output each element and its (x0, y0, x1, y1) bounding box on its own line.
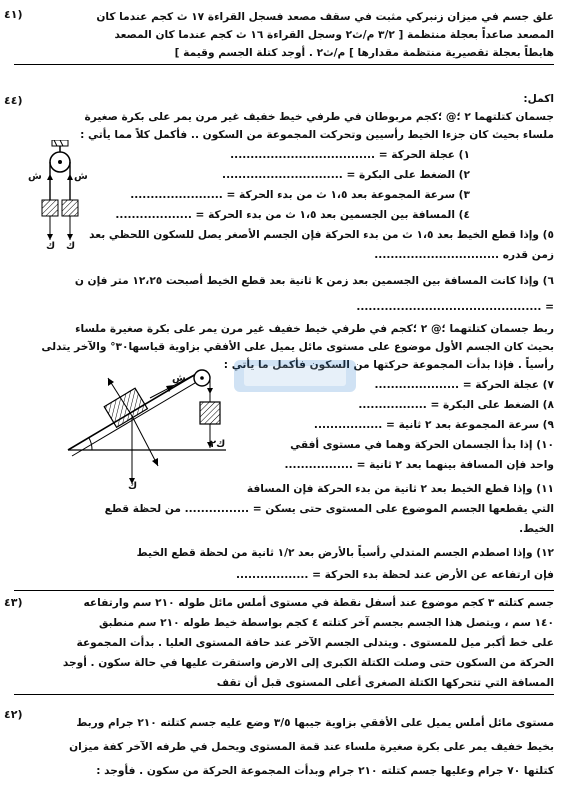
q44-item-10: ١٠) إذا بدأ الجسمان الحركة وهما في مستوى أفقي (290, 439, 554, 451)
q44-heading: اكمل: (523, 93, 554, 105)
weight-label: ك٢ (210, 439, 226, 450)
q44-item-11: ١١) وإذا قطع الخيط بعد ٢ ثانية من بدء الحركة فإن المسافة (246, 483, 554, 495)
tension-label: ش (74, 171, 88, 182)
q41-line-1: علق جسم في ميزان زنبركي مثبت في سقف مصعد فسجل القراءة ١٧ ث كجم عندما كان (96, 11, 554, 23)
q44-item-7: ٧) عجلة الحركة = ..................... (374, 379, 554, 391)
pulley-figure-vertical (14, 140, 104, 256)
q44-part2-line: ربط جسمان كتلتهما ؛@ ٢ ؛كجم في طرفي خيط خفيف غير مرن يمر على بكرة صغيرة ملساء (75, 323, 554, 335)
q44-part2-line: رأسياً . فإذا بدأت المجموعة حركتها من السكون فأكمل ما يأتي : (223, 359, 554, 371)
q44-item-1: ١) عجلة الحركة = .................................... (230, 149, 470, 161)
q44-item-12: ١٢) وإذا اصطدم الجسم المتدلي رأسياً بالأرض بعد ١/٢ ثانية من لحظة قطع الخيط (136, 547, 554, 559)
tension-label: ش (28, 171, 42, 182)
q44-line: جسمان كتلتهما ٢ ؛@ ؛كجم مربوطان في طرفي خيط خفيف غير مرن يمر على بكرة صغيرة (84, 111, 554, 123)
q44-item-8: ٨) الضغط على البكرة = ................. (358, 399, 554, 411)
q42-line-3: كتلتها ٧٠ جرام وعليها جسم كتلته ٢١٠ جرام وبدأت المجموعة الحركة من سكون . فأوجد : (96, 765, 554, 777)
q43-line-1: جسم كتلته ٣ كجم موضوع عند أسفل نقطة في مستوى أملس مائل طوله ٢١٠ سم وارتفاعه (83, 597, 554, 609)
q44-item-10-cont: واحد فإن المسافة بينهما بعد ٢ ثانية = ................. (284, 459, 554, 471)
q44-item-5: ٥) وإذا قطع الخيط بعد ١،٥ ث من بدء الحركة فإن الجسم الأصغر يصل للسكون اللحظي بعد (89, 229, 554, 241)
q41-line-2: المصعد صاعداً بعجلة منتظمة [ ٣/٢ م/ث٢ وسجل القراءة ١٦ ث كجم عندما كان المصعد (114, 29, 554, 41)
q44-part2-line: بحيث كان الجسم الأول موضوع على مستوى مائل يميل على الأفقي بزاوية قياسها٣٠° والآخر يتدلى (41, 341, 554, 353)
divider (14, 694, 554, 695)
question-number-43: ٤٣) (4, 596, 23, 609)
q43-line-3: على خط أكبر ميل للمستوى . ويتدلى الجسم الآخر عند حافة المستوى العليا . بدأت المجموعة (76, 637, 554, 649)
weight-label: ك (46, 241, 56, 252)
q44-item-4: ٤) المسافة بين الجسمين بعد ١،٥ ث من بدء الحركة = ................... (115, 209, 470, 221)
q44-item-2: ٢) الضغط على البكرة = .............................. (222, 169, 470, 181)
q44-item-12-cont: فإن ارتفاعه عن الأرض عند لحظة بدء الحركة = .................. (235, 569, 554, 581)
q42-line-2: بخيط خفيف يمر على بكرة صغيرة ملساء عند قمة المستوى ويحمل في طرفه الآخر كفة ميزان (69, 741, 554, 753)
divider (14, 64, 554, 65)
q41-line-3: هابطاً بعجلة تقصيرية منتظمة مقدارها ] م/ث٢ . أوجد كتلة الجسم وقيمة ] (174, 47, 554, 59)
q44-line: ملساء بحيث كان جزءا الخيط رأسيين وتحركت المجموعة من السكون .. فأكمل كلاً مما يأتي : (80, 129, 554, 141)
watermark-logo (230, 346, 360, 402)
question-number-44: ٤٤) (4, 94, 23, 107)
question-number-42: ٤٢) (4, 708, 23, 721)
q44-item-5-cont: زمن قدره ............................... (374, 249, 554, 261)
q44-item-6-cont: = .............................................. (356, 301, 554, 313)
q43-line-5: المسافة التي تتحركها الكتلة الصغرى أعلى المستوى قبل أن تقف (216, 677, 554, 689)
weight-label: ك (66, 241, 76, 252)
tension-label: ش (172, 373, 186, 384)
q42-line-1: مستوى مائل أملس يميل على الأفقي بزاوية جيبها ٣/٥ وضع عليه جسم كتلته ٢١٠ جرام وربط (76, 717, 554, 729)
q44-item-9: ٩) سرعة المجموعة بعد ٢ ثانية = ................. (313, 419, 554, 431)
divider (14, 590, 554, 591)
q43-line-4: الحركة من السكون حتى وصلت الكتلة الكبرى إلى الارض واستقرت عليها في حالة سكون . أوجد (62, 657, 554, 669)
q44-item-6: ٦) وإذا كانت المسافة بين الجسمين بعد زمن k ثانية بعد قطع الخيط أصبحت ١٢،٢٥ متر فإن ن (74, 275, 554, 287)
q43-line-2: ١٤٠ سم ، ويتصل هذا الجسم بجسم آخر كتلته ٤ كجم بواسطة خيط طوله ٢١٠ سم منطبق (98, 617, 554, 629)
weight-label: ك (128, 481, 138, 492)
q44-item-3: ٣) سرعة المجموعة بعد ١،٥ ث من بدء الحركة = ....................... (130, 189, 470, 201)
question-number-41: ٤١) (4, 8, 23, 21)
q44-item-11-end: الخيط. (519, 523, 554, 535)
q44-item-11-cont: التي يقطعها الجسم الموضوع على المستوى حتى يسكن = ................ من لحظة قطع (104, 503, 554, 515)
